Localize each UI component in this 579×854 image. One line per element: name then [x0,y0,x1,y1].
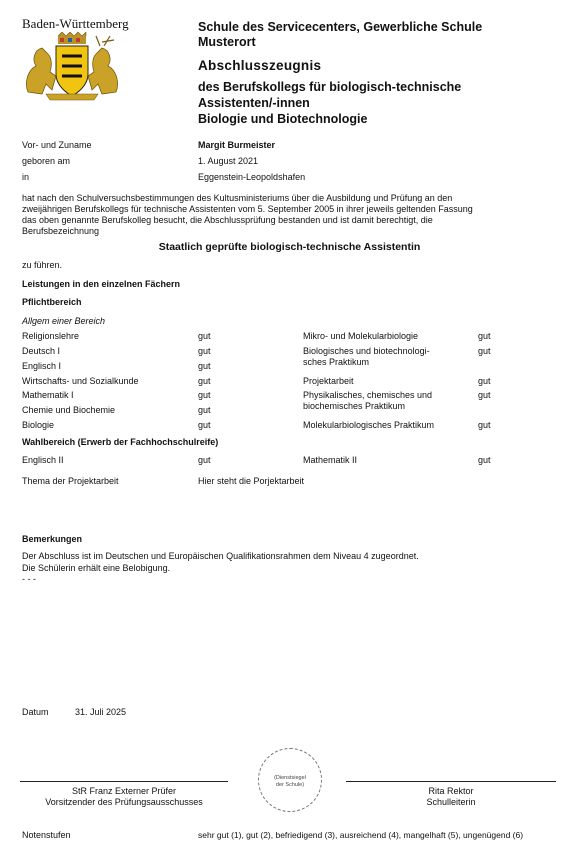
statement-line: zweijährigen Berufskollegs für technische Assistenten vom 5. September 2005 in ihrer jeweils geltenden Fassung [22,204,473,214]
name-label: Vor- und Zuname [22,140,92,150]
school-seal [258,748,322,812]
subject-grade: gut [198,390,211,400]
remarks-line: Der Abschluss ist im Deutschen und Europäischen Qualifikationsrahmen dem Niveau 4 zugeordnet. [22,551,419,561]
left-signer-role: Vorsitzender des Prüfungsausschusses [45,797,203,807]
subject-grade: gut [198,331,211,341]
grading-scale-label: Notenstufen [22,830,71,840]
subject-name: Biologie [22,420,55,430]
subject-grade: gut [478,455,491,465]
school-name: Schule des Servicecenters, Gewerbliche Schule [198,20,483,34]
state-name: Baden-Württemberg [22,16,129,31]
birth-date-value: 1. August 2021 [198,156,259,166]
subject-grade: gut [478,331,491,341]
subject-grade: gut [198,405,211,415]
seal-text: (Dienstsiegel [274,775,306,781]
document-title: Abschlusszeugnis [198,58,322,73]
mandatory-heading: Pflichtbereich [22,297,82,307]
subject-name: Chemie und Biochemie [22,405,116,415]
subject-name: Molekularbiologisches Praktikum [303,420,435,430]
subject-name: Wirtschafts- und Sozialkunde [22,376,139,386]
subject-name-continued: sches Praktikum [303,357,370,367]
subject-grade: gut [198,420,211,430]
subject-name: Projektarbeit [303,376,354,386]
grading-scale-value: sehr gut (1), gut (2), befriedigend (3), ausreichend (4), mangelhaft (5), ungenügend (6) [198,830,524,840]
name-value: Margit Burmeister [198,140,276,150]
subject-name: Deutsch I [22,346,61,356]
right-signer-role: Schulleiterin [426,797,476,807]
subject-name-continued: biochemisches Praktikum [303,401,406,411]
right-signer-name: Rita Rektor [428,786,474,796]
subject-grade: gut [198,455,211,465]
remarks-line: - - - [22,574,36,584]
document-subtitle-line2: Assistenten/-innen [198,96,310,110]
subject-name: Englisch I [22,361,62,371]
subject-grade: gut [198,361,211,371]
remarks-heading: Bemerkungen [22,534,83,544]
date-value: 31. Juli 2025 [75,707,127,717]
subject-name: Physikalisches, chemisches und [303,390,433,400]
signature-line-right [346,781,556,782]
document-subtitle-line1: des Berufskollegs für biologisch-technische [198,80,462,94]
subject-grade: gut [478,346,491,356]
elective-heading: Wahlbereich (Erwerb der Fachhochschulreife) [22,437,219,447]
project-topic-label: Thema der Projektarbeit [22,476,119,486]
statement-line: Berufsbezeichnung [22,226,100,236]
subject-grade: gut [198,376,211,386]
subject-name: Religionslehre [22,331,80,341]
general-area-heading: Allgem einer Bereich [22,316,106,326]
subject-grade: gut [478,390,491,400]
seal-text: der Schule) [275,782,305,788]
subject-name: Englisch II [22,455,64,465]
subject-name: Biologisches und biotechnologi- [303,346,430,356]
subject-grade: gut [478,376,491,386]
statement-line: das oben genannte Berufskolleg besucht, die Abschlussprüfung bestanden und ist damit berechtigt, die [22,215,433,225]
signature-line-left [20,781,228,782]
birth-place-value: Eggenstein-Leopoldshafen [198,172,306,182]
remarks-line: Die Schülerin erhält eine Belobigung. [22,563,171,573]
left-signer-name: StR Franz Externer Prüfer [71,786,177,796]
school-location: Musterort [198,35,256,49]
birth-place-label: in [22,172,30,182]
professional-designation: Staatlich geprüfte biologisch-technische Assistentin [158,241,421,253]
project-topic-value: Hier steht die Porjektarbeit [198,476,305,486]
statement-paragraph [22,193,562,237]
coat-of-arms-icon [22,32,122,107]
document-subtitle-line3: Biologie und Biotechnologie [198,112,368,126]
subject-grade: gut [478,420,491,430]
grades-heading: Leistungen in den einzelnen Fächern [22,279,181,289]
subject-name: Mikro- und Molekularbiologie [303,331,419,341]
statement-line: hat nach den Schulversuchsbestimmungen des Kultusministeriums über die Ausbildung und Prüfung an den [22,193,453,203]
subject-grade: gut [198,346,211,356]
subject-name: Mathematik II [303,455,358,465]
date-label: Datum [22,707,49,717]
statement-closing: zu führen. [22,260,63,270]
subject-name: Mathematik I [22,390,74,400]
birth-date-label: geboren am [22,156,71,166]
